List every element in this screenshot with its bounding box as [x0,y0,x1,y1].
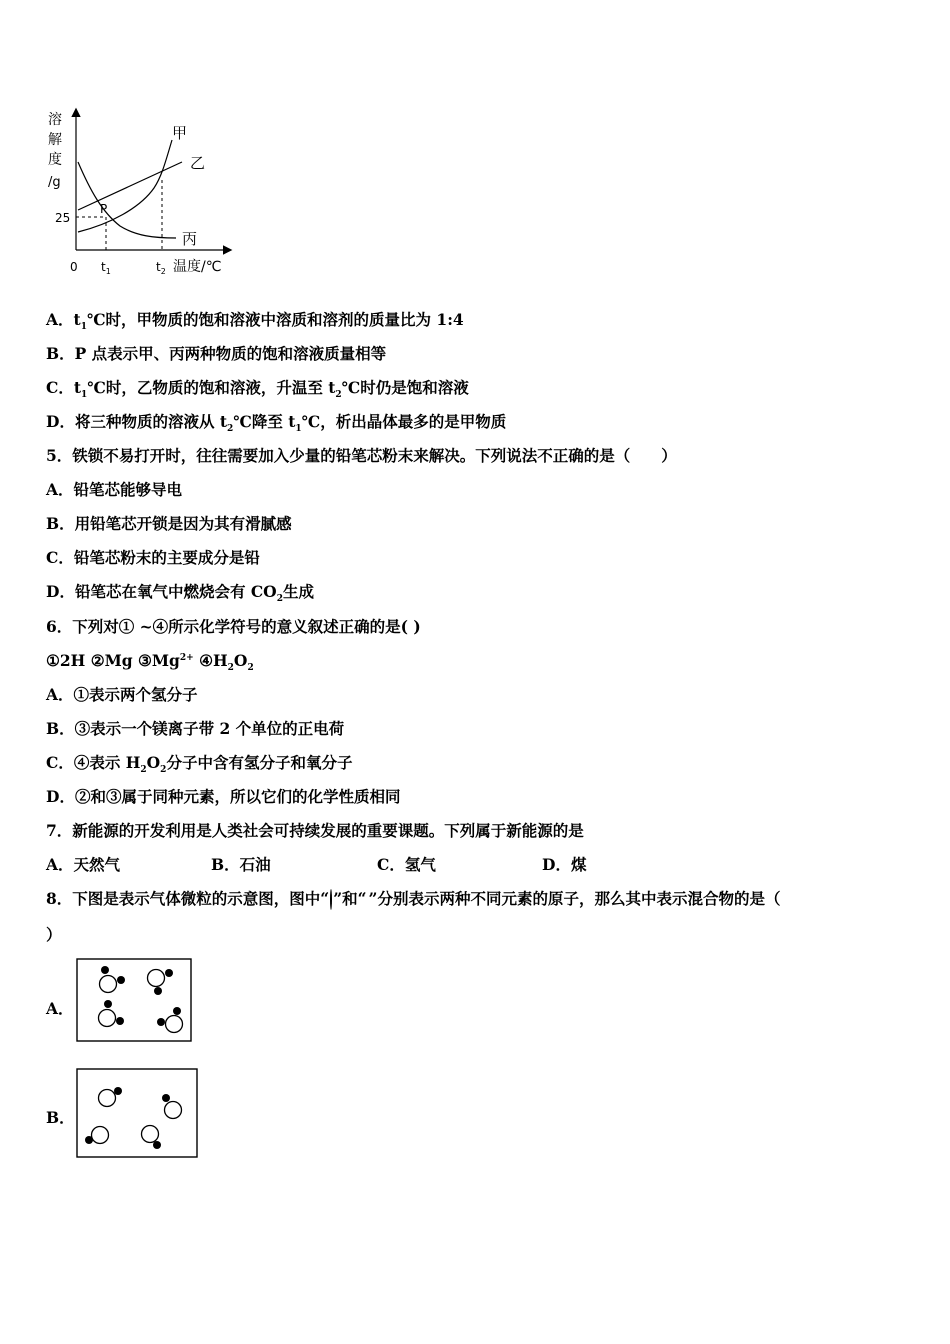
q4-option-b[interactable]: B．P 点表示甲、丙两种物质的饱和溶液质量相等 [46,344,387,363]
filled-atom [116,1017,124,1025]
y-axis-label-3: 度 [48,152,62,168]
filled-atom [114,1087,122,1095]
q5-option-d[interactable]: D．铅笔芯在氧气中燃烧会有 $CO_2$生成 [46,582,314,605]
open-atom [100,976,117,993]
x-tick-t1: $t_1$ [101,260,111,276]
q6-stem: 6．下列对① ~④所示化学符号的意义叙述正确的是( ) [46,617,421,636]
q8-option-b-label[interactable]: B． [46,1108,75,1127]
y-axis-label-2: 解 [48,132,62,148]
q8-stem-line2: ） [46,925,62,944]
x-axis-label: 温度/℃ [173,259,222,275]
curve-label-jia: 甲 [172,124,188,142]
filled-atom [117,976,125,984]
q6-option-d[interactable]: D．②和③属于同种元素，所以它们的化学性质相同 [46,787,401,806]
y-tick-25: 25 [55,211,71,225]
q7-option-c[interactable]: C．氢气 [377,855,436,874]
q4-option-a[interactable]: A．$t_1℃$时，甲物质的饱和溶液中溶质和溶剂的质量比为 1:4 [46,310,464,333]
origin-label: 0 [70,260,78,274]
q6-option-a[interactable]: A．①表示两个氢分子 [46,685,198,704]
curve-jia [78,140,172,232]
open-circle-icon [330,889,332,910]
y-axis-label-4: /g [48,175,61,190]
y-axis-label-1: 溶 [48,112,62,128]
curve-label-yi: 乙 [190,154,206,172]
filled-atom [153,1141,161,1149]
open-atom [148,970,165,987]
open-atom [99,1090,116,1107]
filled-atom [173,1007,181,1015]
q7-stem: 7．新能源的开发利用是人类社会可持续发展的重要课题。下列属于新能源的是 [46,821,584,840]
q5-option-c[interactable]: C．铅笔芯粉末的主要成分是铅 [46,548,260,567]
q4-option-c[interactable]: C．$t_1℃$时，乙物质的饱和溶液，升温至 $t_2℃$时仍是饱和溶液 [46,378,469,401]
q7-option-b[interactable]: B．石油 [211,855,271,874]
q8-option-a-diagram[interactable] [76,958,194,1044]
q7-option-a[interactable]: A．天然气 [46,855,121,874]
filled-atom [101,966,109,974]
open-atom [142,1126,159,1143]
filled-atom [104,1000,112,1008]
q5-option-a[interactable]: A．铅笔芯能够导电 [46,480,183,499]
curve-yi [78,162,182,210]
x-tick-t2: $t_2$ [156,260,166,276]
filled-atom [154,987,162,995]
q8-option-a-label[interactable]: A． [46,999,74,1018]
q6-symbols: ①2H ②Mg $③Mg^{2+}$ $④H_2O_2$ [46,651,254,674]
filled-atom [157,1018,165,1026]
q5-option-b[interactable]: B．用铅笔芯开锁是因为其有滑腻感 [46,514,292,533]
filled-atom [162,1094,170,1102]
q6-option-b[interactable]: B．③表示一个镁离子带 2 个单位的正电荷 [46,719,345,738]
filled-atom [165,969,173,977]
curve-label-bing: 丙 [182,230,198,248]
point-p-label: P [100,202,108,216]
q4-option-d[interactable]: D．将三种物质的溶液从 $t_2℃$降至 $t_1℃$，析出晶体最多的是甲物质 [46,412,507,435]
q5-stem: 5．铁锁不易打开时，往往需要加入少量的铅笔芯粉末来解决。下列说法不正确的是（ ） [46,446,677,465]
open-atom [165,1102,182,1119]
q8-stem: 8．下图是表示气体微粒的示意图，图中“ ”和“ ”分别表示两种不同元素的原子，那么其中表示混合物的是（ [46,889,781,908]
solubility-graph [40,98,240,283]
q6-option-c[interactable]: C．④表示 $H_2O_2$分子中含有氢分子和氧分子 [46,753,353,776]
q8-option-b-diagram[interactable] [76,1068,200,1160]
filled-atom [85,1136,93,1144]
open-atom [92,1127,109,1144]
open-atom [166,1016,183,1033]
q7-option-d[interactable]: D．煤 [542,855,587,874]
open-atom [99,1010,116,1027]
